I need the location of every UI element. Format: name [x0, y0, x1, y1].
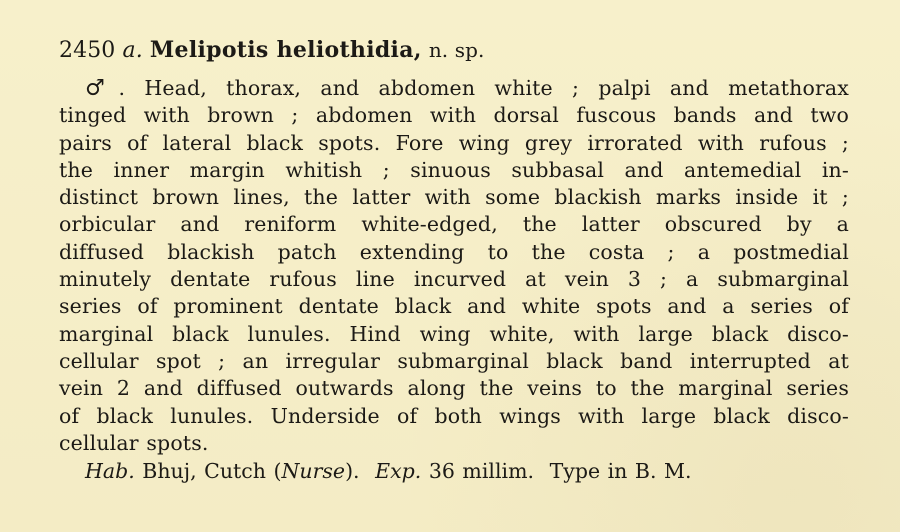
species-status: n. sp. — [428, 38, 485, 62]
habitat-line — [59, 457, 849, 485]
habitat-collector: Nurse — [281, 459, 346, 484]
description-line: minutely dentate rufous line incurved at vein 3 ; a submarginal — [59, 267, 849, 292]
expanse-label: Exp. — [375, 459, 422, 484]
description-line: pairs of lateral black spots. Fore wing grey irrorated with rufous ; — [59, 130, 849, 155]
description-line: marginal black lunules. Hind wing white, with large black disco- — [59, 321, 849, 346]
habitat-locality: Bhuj, Cutch ( — [142, 459, 282, 484]
male-symbol: ♂ — [85, 76, 117, 101]
description-line: ♂. Head, thorax, and abdomen white ; palpi and metathorax — [85, 76, 849, 101]
entry-subletter: a. — [122, 38, 143, 63]
description-line: cellular spots. — [59, 430, 209, 455]
type-location: Type in B. M. — [549, 459, 692, 484]
description-line: tinged with brown ; abdomen with dorsal fuscous bands and two — [59, 103, 849, 128]
habitat-locality-close: ). — [345, 459, 360, 484]
entry-number: 2450 — [59, 38, 116, 63]
species-description — [59, 75, 849, 457]
description-line: cellular spot ; an irregular submarginal black band interrupted at — [59, 348, 849, 373]
description-line: orbicular and reniform white-edged, the latter obscured by a — [59, 212, 849, 237]
species-name: Melipotis heliothidia, — [149, 37, 422, 63]
species-heading — [59, 38, 849, 63]
description-line: distinct brown lines, the latter with some blackish marks inside it ; — [59, 185, 849, 210]
habitat-label: Hab. — [85, 459, 135, 484]
description-line: the inner margin whitish ; sinuous subbasal and antemedial in- — [59, 157, 849, 182]
description-line: vein 2 and diffused outwards along the veins to the marginal series — [59, 376, 849, 401]
description-line: of black lunules. Underside of both wings with large black disco- — [59, 403, 849, 428]
expanse-value: 36 millim. — [428, 459, 535, 484]
description-line: diffused blackish patch extending to the costa ; a postmedial — [59, 239, 849, 264]
species-entry — [59, 38, 849, 485]
description-line: series of prominent dentate black and white spots and a series of — [59, 294, 849, 319]
